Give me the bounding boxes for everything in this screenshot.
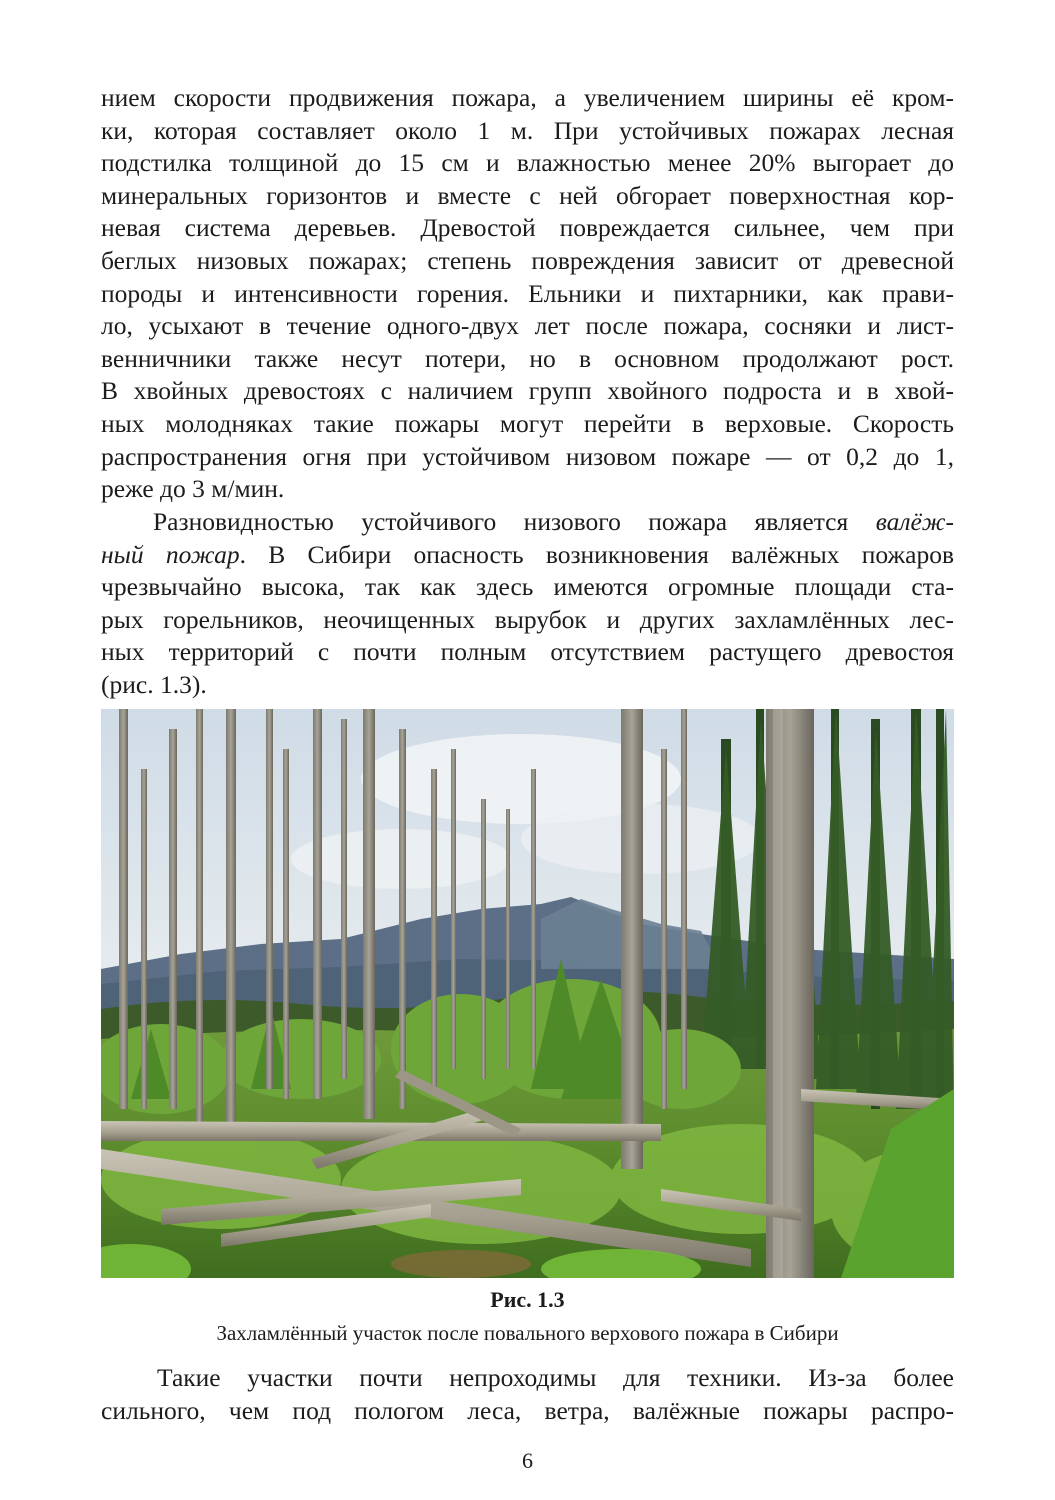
text-line: ных территорий с почти полным отсутствием растущего древостоя	[101, 637, 954, 667]
text-line	[101, 539, 954, 572]
text-line	[101, 506, 954, 539]
paragraph-3	[101, 1362, 954, 1427]
text-line: В хвойных древостоях с наличием групп хвойного подроста и в хвой-	[101, 376, 954, 406]
text-segment: Разновидностью устойчивого низового пожара является	[153, 507, 876, 536]
text-line: минеральных горизонтов и вместе с ней обгорает поверхностная кор-	[101, 180, 954, 210]
italic-term: валёж-	[875, 507, 954, 536]
figure-label: Рис. 1.3	[490, 1287, 565, 1312]
text-line: ло, усыхают в течение одного-двух лет после пожара, сосняки и лист-	[101, 311, 954, 341]
forest-photo	[101, 709, 954, 1278]
text-line: (рис. 1.3).	[101, 669, 207, 699]
text-line: рых горельников, неочищенных вырубок и других захламлённых лес-	[101, 604, 954, 634]
paragraph-2	[101, 506, 954, 702]
text-line: подстилка толщиной до 15 см и влажностью менее 20% выгорает до	[101, 148, 954, 178]
figure-caption: Захламлённый участок после повального верхового пожара в Сибири	[216, 1321, 839, 1345]
text-segment: . В Сибири опасность возникновения валёжных пожаров	[239, 539, 955, 569]
text-line: реже до 3 м/мин.	[101, 474, 285, 504]
text-line: невая система деревьев. Древостой повреждается сильнее, чем при	[101, 213, 954, 243]
text-line: ки, которая составляет около 1 м. При устойчивых пожарах лесная	[101, 115, 954, 145]
text-line: породы и интенсивности горения. Ельники и пихтарники, как прави-	[101, 278, 954, 308]
italic-term: ный пожар	[101, 539, 240, 569]
text-line: венничники также несут потери, но в основном продолжают рост.	[101, 343, 954, 373]
text-line: ных молодняках такие пожары могут перейти в верховые. Скорость	[101, 408, 954, 438]
paragraph-1	[101, 82, 954, 506]
text-line: беглых низовых пожарах; степень повреждения зависит от древесной	[101, 245, 954, 275]
text-line: сильного, чем под пологом леса, ветра, валёжные пожары распро-	[101, 1395, 954, 1425]
text-line: распространения огня при устойчивом низовом пожаре — от 0,2 до 1,	[101, 441, 954, 471]
text-line: нием скорости продвижения пожара, а увеличением ширины её кром-	[101, 83, 954, 112]
page-number: 6	[522, 1448, 533, 1473]
text-line: Такие участки почти непроходимы для техники. Из-за более	[157, 1363, 954, 1392]
text-line: чрезвычайно высока, так как здесь имеются огромные площади ста-	[101, 572, 954, 602]
